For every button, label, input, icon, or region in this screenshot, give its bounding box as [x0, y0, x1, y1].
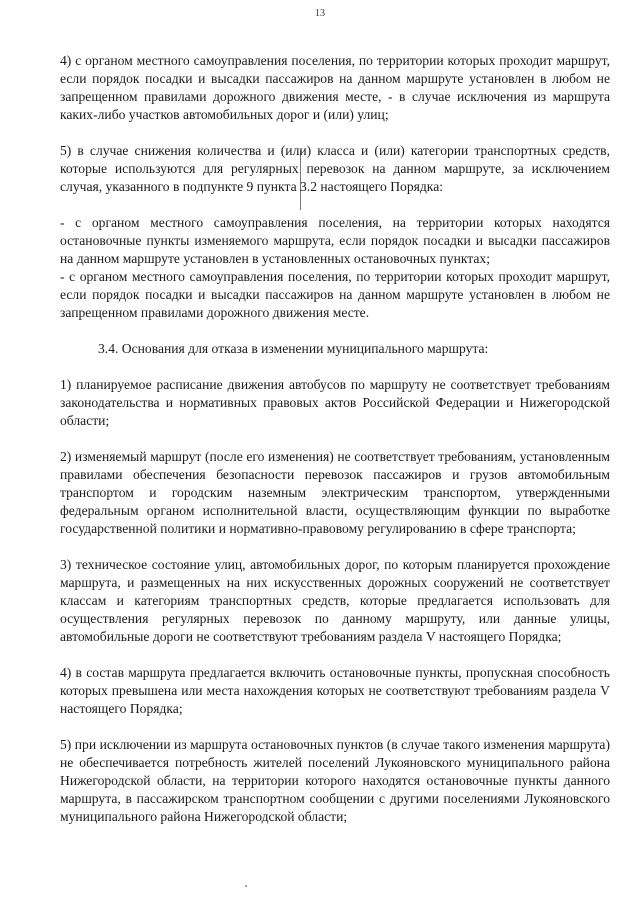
- paragraph-refusal-5: 5) при исключении из маршрута остановочных пунктов (в случае такого изменения маршрута) не обеспечивается потребность жителей поселений Лукояновского муниципального района Нижегородской области, на территории которого находятся остановочные пункты данного маршрута, в пассажирском транспортном сообщении с другими поселениями Лукояновского муниципального района Нижегородской области;: [60, 737, 610, 824]
- paragraph-dash-1: - с органом местного самоуправления поселения, на территории которых находятся остановочные пункты изменяемого маршрута, если порядок посадки и высадки пассажиров на данном маршруте установлен в установленных остановочных пунктах;: [60, 215, 610, 266]
- paragraph-refusal-4: 4) в состав маршрута предлагается включить остановочные пункты, пропускная способность которых превышена или места нахождения которых не соответствуют требованиям раздела V настоящего Порядка;: [60, 665, 610, 716]
- page-number: 13: [315, 8, 325, 19]
- paragraph-refusal-3: 3) техническое состояние улиц, автомобильных дорог, по которым планируется прохождение маршрута, и размещенных на них искусственных дорожных сооружений не соответствует классам и категориям транспортных средств, которые предлагается использовать для осуществления регулярных перевозок по данному маршруту, или данные улицы, автомобильные дороги не соответствуют требованиям раздела V настоящего Порядка;: [60, 557, 610, 644]
- document-body: [60, 52, 610, 826]
- paragraph-refusal-2: 2) изменяемый маршрут (после его изменения) не соответствует требованиям, установленным правилами обеспечения безопасности перевозок пассажиров и грузов автомобильным транспортом и городским наземным электрическим транспортом, утвержденными федеральным органом исполнительной власти, осуществляющим функции по выработке государственной политики и нормативно-правовому регулированию в сфере транспорта;: [60, 449, 610, 536]
- paragraph-dash-2: - с органом местного самоуправления поселения, по территории которых проходит маршрут, если порядок посадки и высадки пассажиров на данном маршруте установлен в любом не запрещенном правилами дорожного движения месте.: [60, 269, 610, 320]
- scan-artifact-dot: [245, 885, 247, 887]
- section-heading-3-4: 3.4. Основания для отказа в изменении муниципального маршрута:: [98, 341, 489, 356]
- paragraph-refusal-1: 1) планируемое расписание движения автобусов по маршруту не соответствует требованиям законодательства и нормативных правовых актов Российской Федерации и Нижегородской области;: [60, 377, 610, 428]
- paragraph-item-4: 4) с органом местного самоуправления поселения, по территории которых проходит маршрут, если порядок посадки и высадки пассажиров на данном маршруте установлен в любом не запрещенном правилами дорожного движения месте, - в случае исключения из маршрута каких-либо участков автомобильных дорог и (или) улиц;: [60, 53, 610, 122]
- paragraph-item-5: 5) в случае снижения количества и (или) класса и (или) категории транспортных средств, которые используются для регулярных перевозок на данном маршруте, за исключением случая, указанного в подпункте 9 пункта 3.2 настоящего Порядка:: [60, 143, 610, 194]
